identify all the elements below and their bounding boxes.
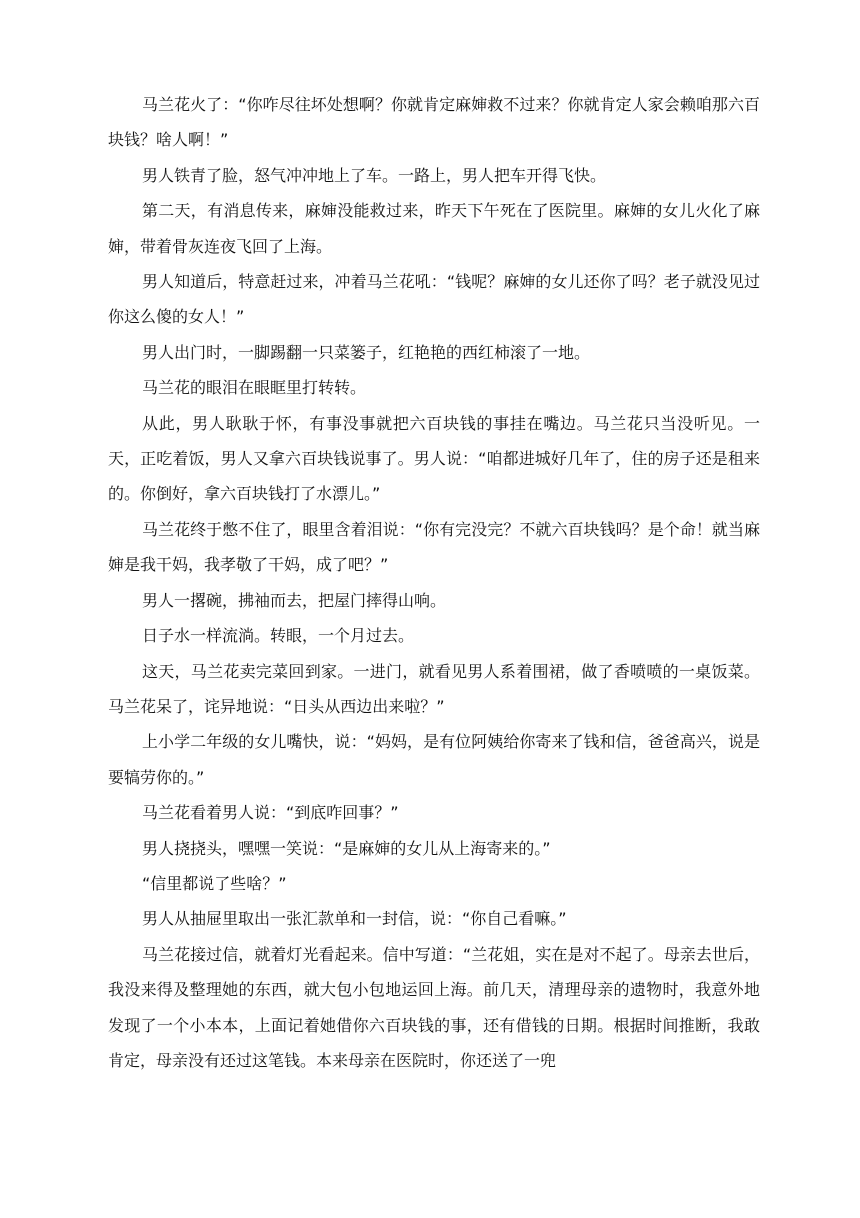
- paragraph: 马兰花的眼泪在眼眶里打转转。: [142, 378, 367, 398]
- paragraph: 上小学二年级的女儿嘴快，说：“妈妈，是有位阿姨给你寄来了钱和信，爸爸高兴，说是要犒劳你的。”: [108, 732, 760, 787]
- paragraph: “信里都说了些啥？”: [142, 873, 287, 893]
- paragraph: 马兰花火了：“你咋尽往坏处想啊？你就肯定麻婶救不过来？你就肯定人家会赖咱那六百块钱？啥人啊！”: [108, 95, 760, 150]
- paragraph: 这天，马兰花卖完菜回到家。一进门，就看见男人系着围裙，做了香喷喷的一桌饭菜。马兰花呆了，诧异地说：“日头从西边出来啦？”: [108, 661, 760, 716]
- paragraph: 马兰花终于憋不住了，眼里含着泪说：“你有完没完？不就六百块钱吗？是个命！就当麻婶是我干妈，我孝敬了干妈，成了吧？”: [108, 519, 760, 575]
- document-page: [108, 87, 760, 1078]
- paragraph: 男人铁青了脸，怒气冲冲地上了车。一路上，男人把车开得飞快。: [142, 165, 607, 185]
- paragraph: 男人出门时，一脚踢翻一只菜篓子，红艳艳的西红柿滚了一地。: [142, 342, 591, 362]
- paragraph: 马兰花看着男人说：“到底咋回事？”: [142, 803, 399, 823]
- paragraph: 马兰花接过信，就着灯光看起来。信中写道：“兰花姐，实在是对不起了。母亲去世后，我没来得及整理她的东西，就大包小包地运回上海。前几天，清理母亲的遗物时，我意外地发现了一个小本本，上面记着她借你六百块钱的事，还有借钱的日期。根据时间推断，我敢肯定，母亲没有还过这笔钱。本来母亲在医院时，你还送了一兜: [108, 944, 760, 1070]
- paragraph: 男人一撂碗，拂袖而去，把屋门摔得山响。: [142, 590, 447, 610]
- paragraph: 从此，男人耿耿于怀，有事没事就把六百块钱的事挂在嘴边。马兰花只当没听见。一天，正吃着饭，男人又拿六百块钱说事了。男人说：“咱都进城好几年了，住的房子还是租来的。你倒好，拿六百块钱打了水漂儿。”: [108, 413, 760, 504]
- paragraph: 日子水一样流淌。转眼，一个月过去。: [142, 626, 415, 646]
- paragraph: 男人挠挠头，嘿嘿一笑说：“是麻婶的女儿从上海寄来的。”: [142, 838, 551, 858]
- paragraph: 男人从抽屉里取出一张汇款单和一封信，说：“你自己看嘛。”: [142, 909, 567, 929]
- paragraph: 男人知道后，特意赶过来，冲着马兰花吼：“钱呢？麻婶的女儿还你了吗？老子就没见过你这么傻的女人！”: [108, 272, 760, 327]
- paragraph: 第二天，有消息传来，麻婶没能救过来，昨天下午死在了医院里。麻婶的女儿火化了麻婶，带着骨灰连夜飞回了上海。: [108, 201, 760, 256]
